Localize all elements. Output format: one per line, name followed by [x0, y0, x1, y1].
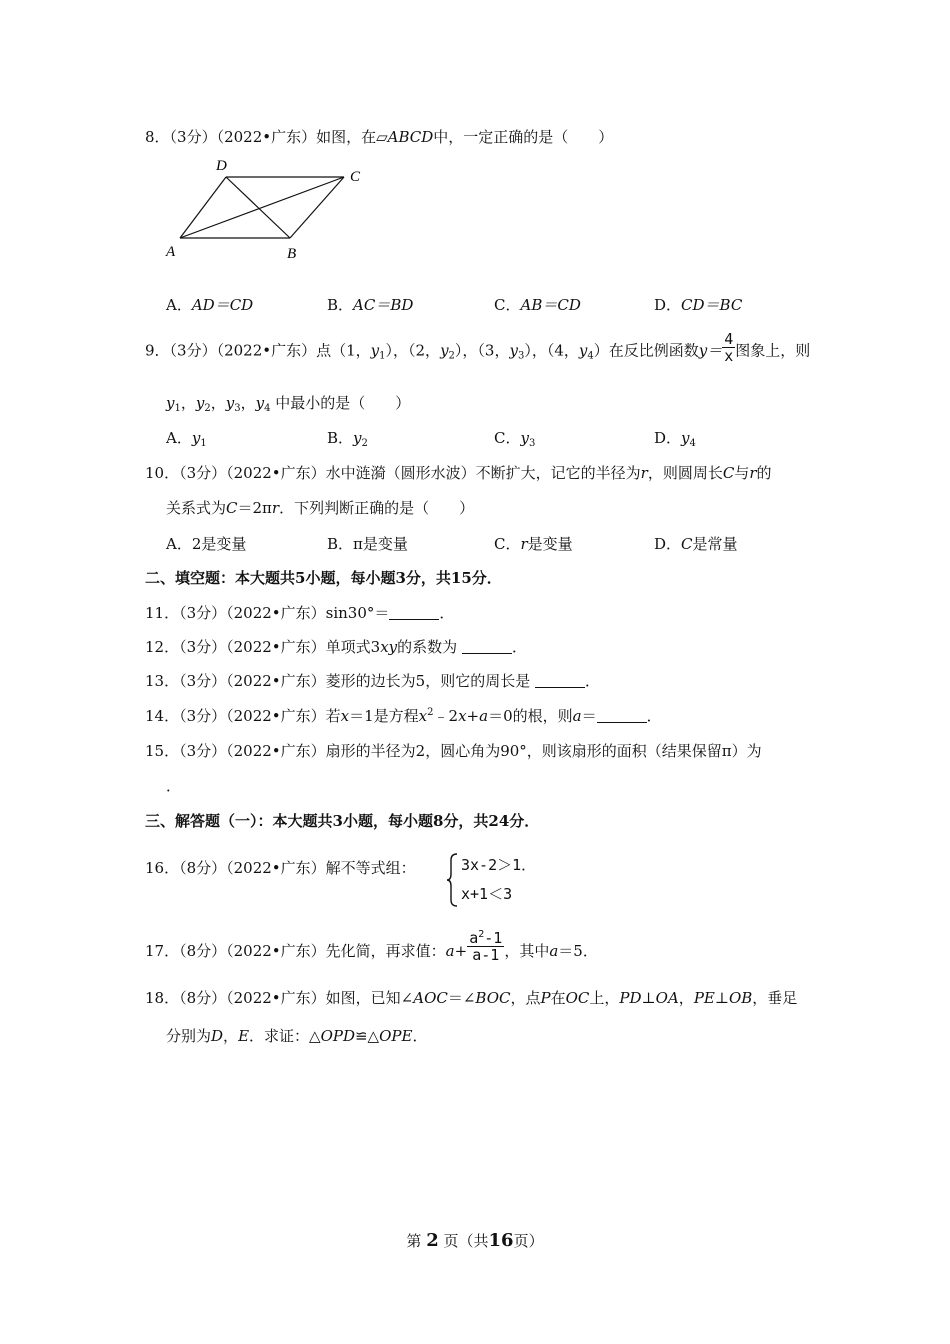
- q15: 15．（3分）（2022•广东）扇形的半径为2，圆心角为90°，则该扇形的面积（结果保留π）为: [145, 742, 762, 760]
- page-total: 16: [488, 1230, 514, 1251]
- q18-line1: 18．（8分）（2022•广东）如图，已知∠AOC＝∠BOC，点P在OC上，PD⊥OA，PE⊥OB，垂足: [145, 989, 798, 1007]
- q14-blank: [597, 708, 647, 723]
- q18-line2: 分别为D，E．求证：△OPD≌△OPE．: [166, 1027, 428, 1045]
- q8-stem: 8．（3分）（2022•广东）如图，在▱ABCD中，一定正确的是（ ）: [145, 128, 614, 146]
- q16: 16．（8分）（2022•广东）解不等式组：: [145, 859, 416, 877]
- q14: 14．（3分）（2022•广东）若x＝1是方程$x^2﹣2x+a=0$的根，则a＝ ．: [145, 707, 662, 725]
- q15-line2: ．: [166, 777, 182, 795]
- label-D: D: [216, 158, 227, 174]
- q10-stem: 10．（3分）（2022•广东）水中涟漪（圆形水波）不断扩大，记它的半径为r，则圆周长C与r的: [145, 464, 772, 482]
- q9-stem: 9．（3分）（2022•广东）点（1，$y_1$），（2，$y_2$），（3，$y_3$），（4，$y_4$）在反比例函数y＝ $\frac{4}{x}$ 图象上，则: [145, 330, 811, 365]
- section-3-heading: 三、解答题（一）：本大题共3小题，每小题8分，共24分．: [145, 812, 540, 830]
- label-B: B: [287, 246, 297, 262]
- q9-option-a: A．$y_1$: [166, 429, 207, 449]
- q17: 17．（8分）（2022•广东）先化简，再求值：a+ $\frac{a^2-1}{a-1}$ ，其中a＝5．: [145, 928, 598, 964]
- q10-option-d: D．C是常量: [654, 535, 738, 553]
- parallelogram-figure: [160, 152, 370, 264]
- q11-blank: [389, 605, 439, 620]
- q16-inequality-1: 3x-2＞1．: [461, 856, 537, 874]
- section-2-heading: 二、填空题：本大题共5小题，每小题3分，共15分．: [145, 569, 502, 587]
- q13-blank: [535, 673, 585, 688]
- label-A: A: [166, 244, 176, 260]
- q9-option-d: D．$y_4$: [654, 429, 696, 449]
- q12-blank: [462, 639, 512, 654]
- q17-fraction: $\frac{a^2-1}{a-1}$: [469, 928, 503, 964]
- q10-option-b: B．π是变量: [327, 535, 408, 553]
- q8-option-b: B．AC＝BD: [327, 296, 414, 314]
- q8-option-d: D．CD＝BC: [654, 296, 743, 314]
- q12: 12．（3分）（2022•广东）单项式3xy的系数为 ．: [145, 638, 527, 656]
- q9-fraction: $\frac{4}{x}$: [724, 330, 734, 365]
- q10-stem-line2: 关系式为C＝2πr．下列判断正确的是（ ）: [166, 499, 475, 517]
- q10-option-c: C．r是变量: [494, 535, 573, 553]
- label-C: C: [350, 169, 361, 185]
- q16-inequality-2: x+1＜3: [461, 885, 513, 903]
- q13: 13．（3分）（2022•广东）菱形的边长为5，则它的周长是 ．: [145, 672, 600, 690]
- q16-brace: [447, 852, 459, 908]
- page-number: 2: [426, 1230, 439, 1251]
- q8-option-a: A．AD＝CD: [166, 296, 254, 314]
- q9-stem-line2: $y_1$，$y_2$，$y_3$，$y_4$ 中最小的是（ ）: [166, 394, 411, 414]
- q11: 11．（3分）（2022•广东）sin30°＝ ．: [145, 604, 455, 622]
- q9-option-b: B．$y_2$: [327, 429, 368, 449]
- page-footer: 第 2 页（共16页）: [406, 1230, 544, 1251]
- q10-option-a: A．2是变量: [166, 535, 247, 553]
- q8-option-c: C．AB＝CD: [494, 296, 581, 314]
- q9-option-c: C．$y_3$: [494, 429, 536, 449]
